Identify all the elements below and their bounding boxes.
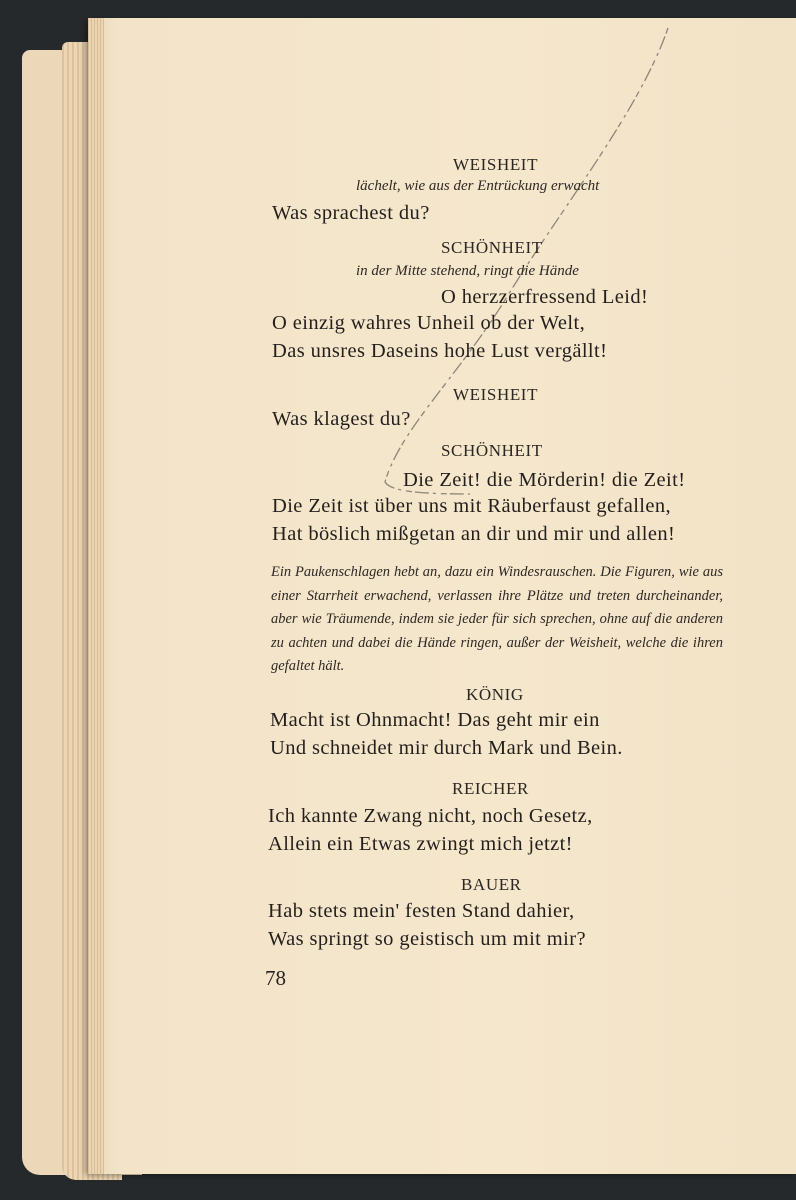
verse-line: Das unsres Daseins hohe Lust vergällt!	[272, 340, 608, 362]
speaker-schoenheit: SCHÖNHEIT	[441, 441, 543, 460]
speaker-bauer: BAUER	[461, 875, 522, 894]
speaker-weisheit: WEISHEIT	[453, 155, 539, 174]
stage-direction: lächelt, wie aus der Entrückung erwacht	[356, 178, 600, 194]
verse-line: Die Zeit ist über uns mit Räuberfaust gefallen,	[272, 495, 672, 517]
speaker-reicher: REICHER	[452, 779, 529, 798]
stage-direction-paragraph: Ein Paukenschlagen hebt an, dazu ein Windesrauschen. Die Figuren, wie aus einer Starrheit erwachend, verlassen ihre Plätze und treten durcheinander, aber wie Träumende, indem sie jeder für sich sprechen, ohne auf die anderen zu achten und dabei die Hände ringen, außer der Weisheit, welche die ihren gefaltet hält.	[271, 564, 723, 674]
page-number: 78	[265, 966, 286, 990]
speaker-koenig: KÖNIG	[466, 685, 524, 704]
verse-line: Was klagest du?	[272, 408, 411, 430]
speaker-weisheit: WEISHEIT	[453, 385, 539, 404]
verse-line: Allein ein Etwas zwingt mich jetzt!	[268, 833, 573, 855]
verse-line: Was sprachest du?	[272, 202, 430, 224]
verse-line: Und schneidet mir durch Mark und Bein.	[270, 737, 623, 759]
verse-line: O einzig wahres Unheil ob der Welt,	[272, 312, 586, 334]
verse-line: Macht ist Ohnmacht! Das geht mir ein	[270, 709, 600, 731]
stage-direction: in der Mitte stehend, ringt die Hände	[356, 263, 579, 279]
verse-line: Was springt so geistisch um mit mir?	[268, 928, 586, 950]
verse-line: O herzzerfressend Leid!	[441, 286, 649, 308]
verse-line: Ich kannte Zwang nicht, noch Gesetz,	[268, 805, 593, 827]
verse-line: Die Zeit! die Mörderin! die Zeit!	[403, 469, 686, 491]
speaker-schoenheit: SCHÖNHEIT	[441, 238, 543, 257]
verse-line: Hat böslich mißgetan an dir und mir und allen!	[272, 523, 676, 545]
verse-line: Hab stets mein' festen Stand dahier,	[268, 900, 575, 922]
